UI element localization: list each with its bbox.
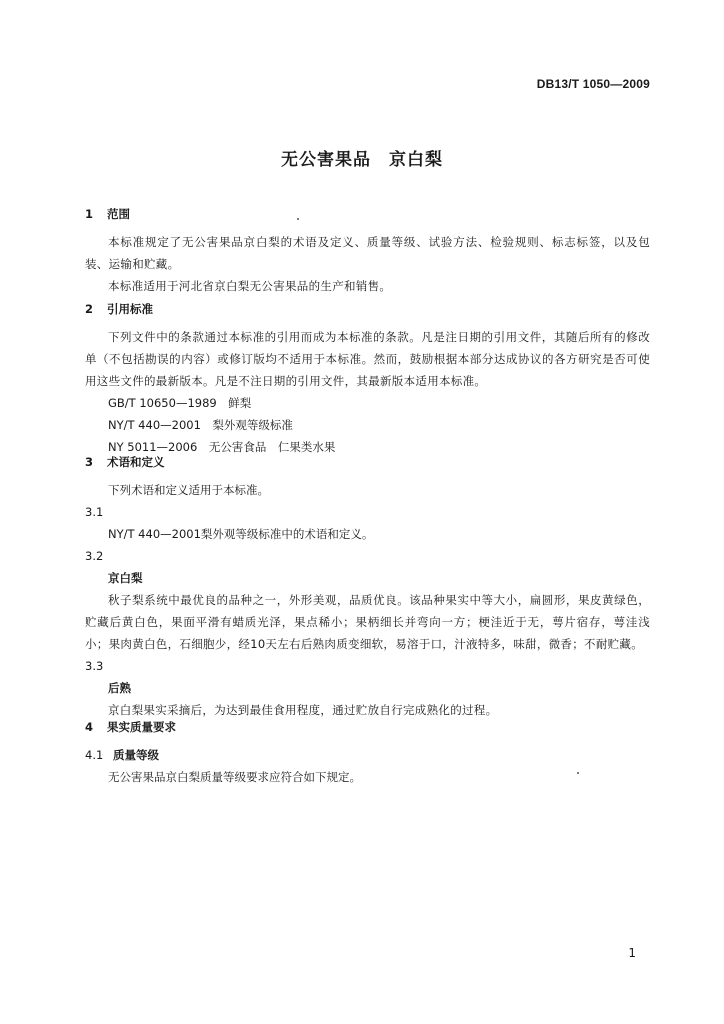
section-number: 1	[85, 207, 94, 221]
section-heading	[85, 451, 650, 473]
section-title: 范围	[107, 207, 130, 221]
paragraph: 本标准规定了无公害果品京白梨的术语及定义、质量等级、试验方法、检验规则、标志标签，以及包装、运输和贮藏。	[85, 235, 650, 271]
section-title: 术语和定义	[107, 455, 165, 469]
term-name: 后熟	[108, 681, 131, 695]
subsection-number: 4.1	[85, 748, 104, 762]
section-number: 3	[85, 455, 94, 469]
standard-code: DB13/T 1050—2009	[536, 77, 650, 91]
section-number: 2	[85, 302, 94, 316]
subsection-number: 3.3	[85, 659, 104, 673]
paragraph: 下列术语和定义适用于本标准。	[108, 483, 269, 497]
document-title: 无公害果品 京白梨	[281, 150, 443, 170]
section-heading	[85, 298, 650, 320]
reference-item: GB/T 10650—1989 鲜梨	[108, 396, 252, 410]
paragraph: 本标准适用于河北省京白梨无公害果品的生产和销售。	[108, 279, 392, 293]
subsection-number: 3.1	[85, 505, 104, 519]
paragraph: 无公害果品京白梨质量等级要求应符合如下规定。	[108, 770, 361, 784]
reference-item: NY/T 440—2001 梨外观等级标准	[108, 418, 293, 432]
subsection-title: 质量等级	[113, 748, 159, 762]
paragraph: 下列文件中的条款通过本标准的引用而成为本标准的条款。凡是注日期的引用文件，其随后所有的修改单（不包括勘误的内容）或修订版均不适用于本标准。然而，鼓励根据本部分达成协议的各方研究是否可使用这些文件的最新版本。凡是不注日期的引用文件，其最新版本适用本标准。	[85, 330, 650, 388]
term-definition: 秋子梨系统中最优良的品种之一，外形美观，品质优良。该品种果实中等大小，扁圆形，果皮黄绿色，贮藏后黄白色，果面平滑有蜡质光泽，果点稀小；果柄细长并弯向一方；梗洼近于无，萼片宿存，萼洼浅小；果肉黄白色，石细胞少，经10天左右后熟肉质变细软，易溶于口，汁液特多，味甜，微香；不耐贮藏。	[85, 593, 650, 651]
section-number: 4	[85, 720, 94, 734]
subsection-number: 3.2	[85, 549, 104, 563]
paragraph: NY/T 440—2001梨外观等级标准中的术语和定义。	[108, 527, 374, 541]
term-definition: 京白梨果实采摘后，为达到最佳食用程度，通过贮放自行完成熟化的过程。	[108, 703, 498, 717]
subsection-heading	[85, 744, 650, 766]
page-number: 1	[628, 946, 636, 960]
reference-item: NY 5011—2006 无公害食品 仁果类水果	[108, 440, 336, 454]
section-quality-requirements	[85, 716, 650, 788]
section-terms-definitions	[85, 451, 650, 721]
section-normative-references	[85, 298, 650, 458]
section-title: 果实质量要求	[107, 720, 176, 734]
section-scope	[85, 203, 650, 297]
term-name: 京白梨	[108, 571, 143, 585]
section-title: 引用标准	[107, 302, 153, 316]
section-heading	[85, 203, 650, 225]
section-heading	[85, 716, 650, 738]
